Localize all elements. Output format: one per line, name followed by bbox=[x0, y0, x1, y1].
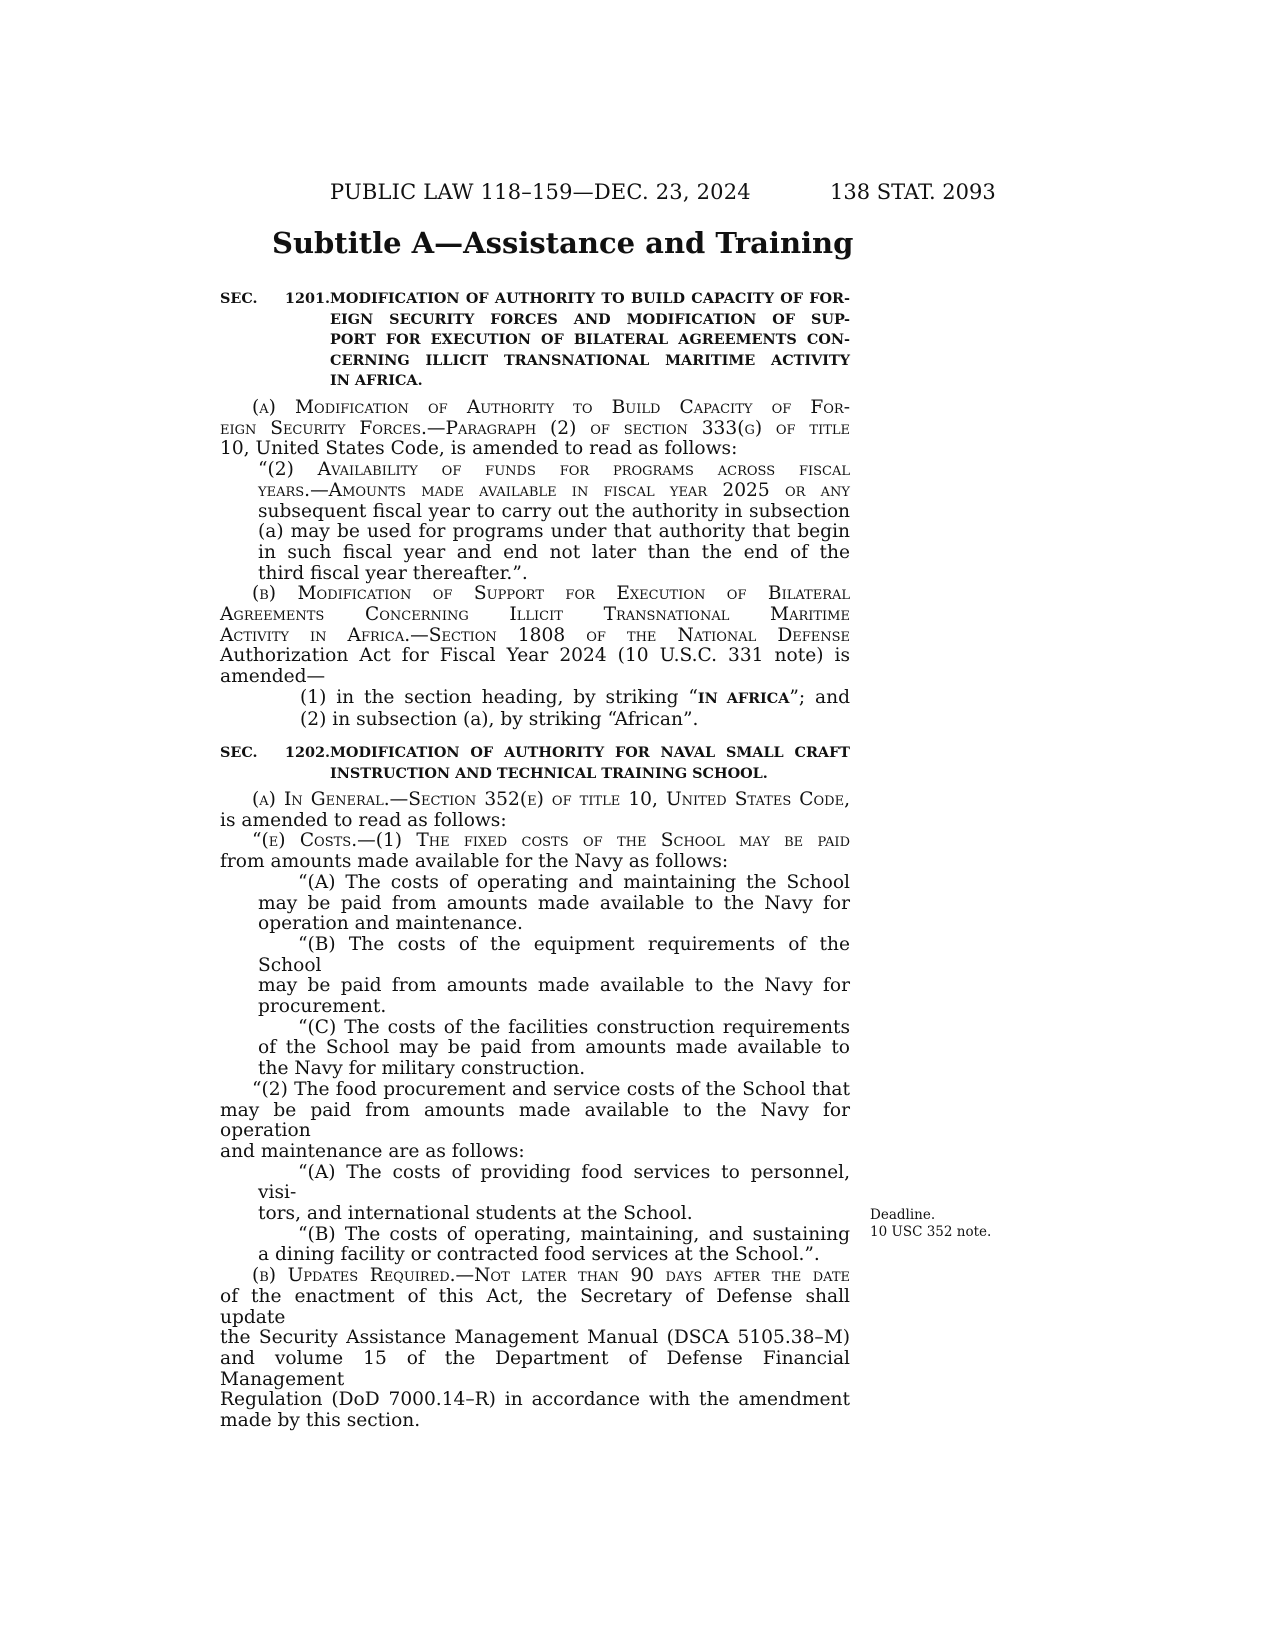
paragraph-line: amended— bbox=[220, 666, 326, 688]
subparagraph-line: the Navy for military construction. bbox=[258, 1058, 586, 1080]
sec-1202-heading-line: INSTRUCTION AND TECHNICAL TRAINING SCHOOL. bbox=[330, 764, 768, 782]
paragraph-line: made by this section. bbox=[220, 1410, 421, 1432]
subparagraph-line: a dining facility or contracted food services at the School.”. bbox=[258, 1244, 820, 1266]
paragraph-line: the Security Assistance Management Manual (DSCA 5105.38–M) bbox=[220, 1327, 850, 1349]
paragraph-line: (b) Modification of Support for Execution of Bilateral bbox=[252, 583, 850, 605]
paragraph-line: 10, United States Code, is amended to read as follows: bbox=[220, 438, 738, 460]
list-item: (2) in subsection (a), by striking “African”. bbox=[300, 708, 699, 730]
sec-1201-heading-line: MODIFICATION OF AUTHORITY TO BUILD CAPACITY OF FOR- bbox=[330, 290, 850, 307]
subparagraph-line: may be paid from amounts made available to the Navy for bbox=[258, 975, 850, 997]
quoted-line: subsequent fiscal year to carry out the authority in subsection bbox=[258, 500, 850, 522]
subparagraph-line: tors, and international students at the School. bbox=[258, 1203, 693, 1225]
quoted-line: “(2) Availability of funds for programs across fiscal bbox=[258, 459, 850, 481]
sec-1201-heading-line: PORT FOR EXECUTION OF BILATERAL AGREEMENTS CON- bbox=[330, 331, 850, 349]
subparagraph-line: “(A) The costs of operating and maintaining the School bbox=[298, 871, 850, 893]
running-header-law: PUBLIC LAW 118–159—DEC. 23, 2024 bbox=[330, 180, 751, 204]
sec-1201-heading-line: IN AFRICA. bbox=[330, 372, 423, 390]
running-header-page: 138 STAT. 2093 bbox=[830, 180, 996, 204]
subparagraph-line: “(B) The costs of operating, maintaining, and sustaining bbox=[298, 1223, 850, 1245]
paragraph-line: (a) Modification of Authority to Build Capacity of For- bbox=[252, 397, 850, 418]
paragraph-line: “(2) The food procurement and service costs of the School that bbox=[252, 1078, 850, 1100]
paragraph-line: of the enactment of this Act, the Secretary of Defense shall update bbox=[220, 1285, 850, 1328]
paragraph-line: and maintenance are as follows: bbox=[220, 1140, 525, 1162]
list-item bbox=[220, 688, 850, 710]
paragraph-line: Regulation (DoD 7000.14–R) in accordance with the amendment bbox=[220, 1389, 850, 1411]
struck-text: IN AFRICA bbox=[697, 689, 790, 707]
margin-note-deadline: Deadline. bbox=[870, 1207, 936, 1223]
paragraph-line: is amended to read as follows: bbox=[220, 809, 507, 831]
paragraph-line: Authorization Act for Fiscal Year 2024 (10 U.S.C. 331 note) is bbox=[220, 645, 850, 667]
paragraph-line: and volume 15 of the Department of Defense Financial Management bbox=[220, 1347, 850, 1390]
paragraph-line: from amounts made available for the Navy as follows: bbox=[220, 851, 729, 873]
sec-1201-heading bbox=[220, 289, 850, 392]
subparagraph-line: operation and maintenance. bbox=[258, 913, 523, 935]
list-item-text: ”; and bbox=[789, 686, 851, 708]
paragraph-line: may be paid from amounts made available to the Navy for operation bbox=[220, 1099, 850, 1142]
subparagraph-line: “(A) The costs of providing food services to personnel, visi- bbox=[258, 1161, 850, 1204]
subparagraph-line: procurement. bbox=[258, 996, 387, 1018]
sec-1201-heading-line: EIGN SECURITY FORCES AND MODIFICATION OF SUP- bbox=[330, 310, 850, 328]
list-item-text: (1) in the section heading, by striking “ bbox=[300, 686, 698, 708]
subparagraph-line: of the School may be paid from amounts made available to bbox=[258, 1037, 850, 1059]
sec-1202-label: SEC. 1202. bbox=[220, 744, 330, 761]
subparagraph-line: “(B) The costs of the equipment requirements of the School bbox=[258, 933, 850, 976]
sec-1201-label: SEC. 1201. bbox=[220, 290, 330, 307]
quoted-line: years.—Amounts made available in fiscal year 2025 or any bbox=[258, 479, 850, 501]
sec-1201-heading-line: CERNING ILLICIT TRANSNATIONAL MARITIME ACTIVITY bbox=[330, 351, 850, 369]
subparagraph-line: may be paid from amounts made available to the Navy for bbox=[258, 892, 850, 914]
subtitle-heading: Subtitle A—Assistance and Training bbox=[272, 226, 854, 260]
sec-1202-body bbox=[220, 790, 850, 1432]
sec-1202-heading-line: MODIFICATION OF AUTHORITY FOR NAVAL SMALL CRAFT bbox=[330, 744, 850, 761]
paragraph-line: Activity in Africa.—Section 1808 of the National Defense bbox=[220, 624, 850, 646]
sec-1202-heading bbox=[220, 743, 850, 784]
quoted-line: third fiscal year thereafter.”. bbox=[258, 562, 528, 584]
quoted-line: in such fiscal year and end not later than the end of the bbox=[258, 541, 850, 563]
sec-1201-body bbox=[220, 398, 850, 730]
margin-note-usc: 10 USC 352 note. bbox=[870, 1224, 992, 1240]
paragraph-line: (a) In General.—Section 352(e) of title 10, United States Code, bbox=[252, 789, 850, 810]
subparagraph-line: “(C) The costs of the facilities construction requirements bbox=[298, 1016, 850, 1038]
paragraph-line: eign Security Forces.—Paragraph (2) of section 333(g) of title bbox=[220, 417, 850, 439]
quoted-line: (a) may be used for programs under that authority that begin bbox=[258, 521, 850, 543]
paragraph-line: (b) Updates Required.—Not later than 90 days after the date bbox=[252, 1265, 850, 1287]
paragraph-line: Agreements Concerning Illicit Transnational Maritime bbox=[220, 604, 850, 626]
paragraph-line: “(e) Costs.—(1) The fixed costs of the School may be paid bbox=[252, 830, 850, 852]
